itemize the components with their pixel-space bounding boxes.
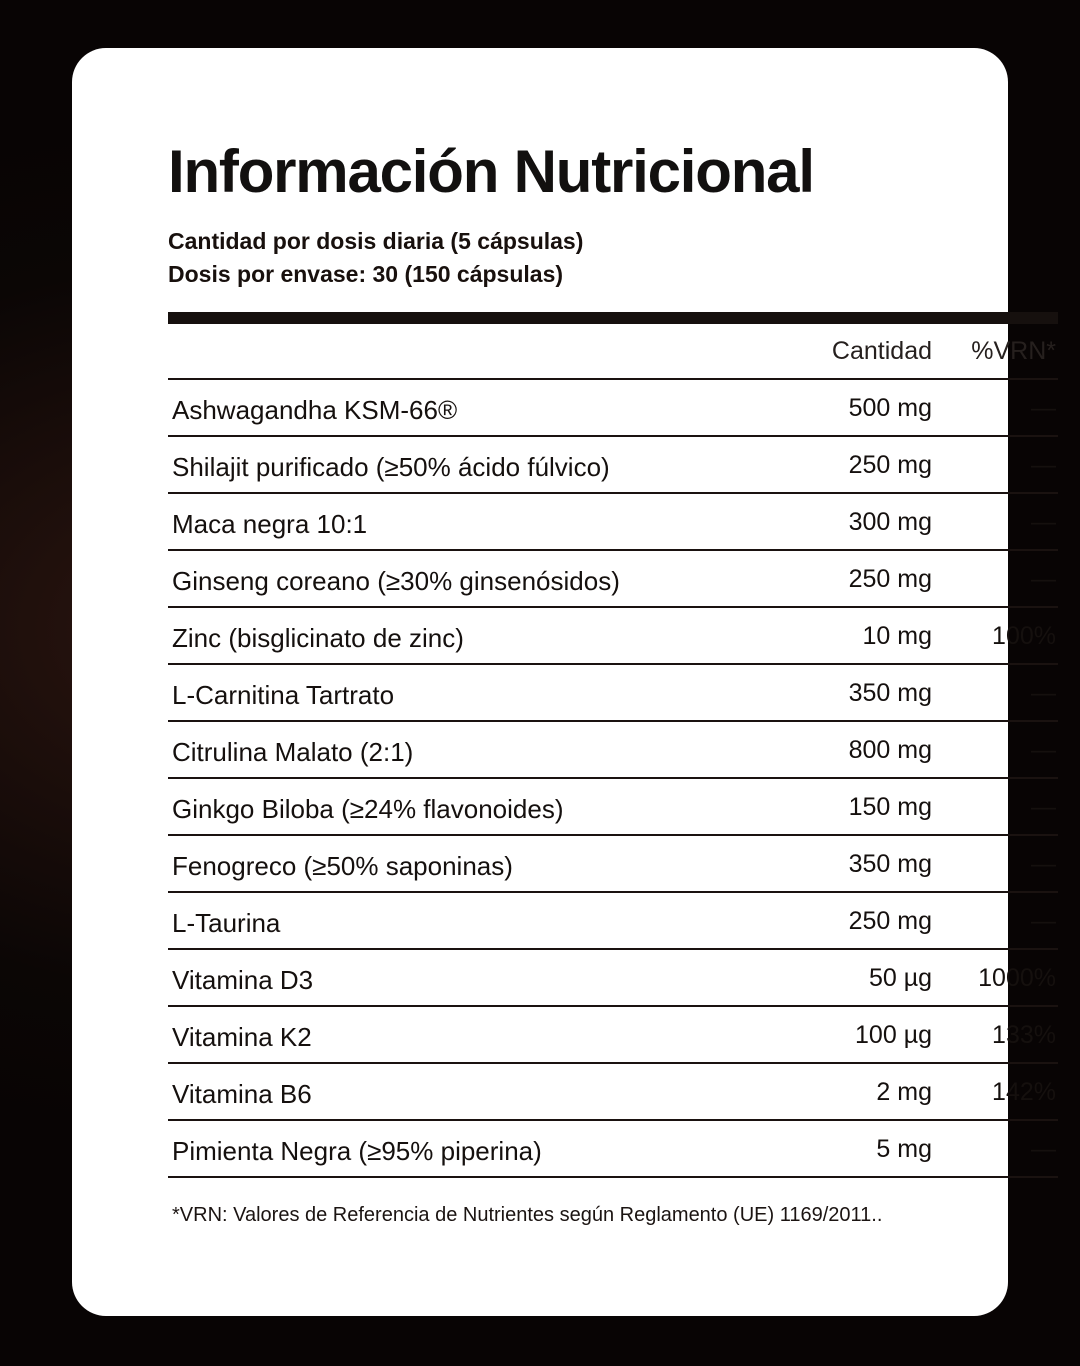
table-row <box>168 779 1058 836</box>
ingredient-name: Shilajit purificado (≥50% ácido fúlvico) <box>172 452 610 483</box>
ingredient-amount: 10 mg <box>862 622 932 651</box>
ingredient-amount: 500 mg <box>848 394 932 423</box>
table-row <box>168 665 1058 722</box>
ingredient-vrn: 100% <box>992 622 1056 651</box>
ingredient-amount: 150 mg <box>848 793 932 822</box>
table-row <box>168 1007 1058 1064</box>
column-header-amount: Cantidad <box>831 337 932 366</box>
table-row <box>168 1064 1058 1121</box>
thick-divider <box>168 312 1058 324</box>
vrn-footnote: *VRN: Valores de Referencia de Nutrientes según Reglamento (UE) 1169/2011.. <box>172 1204 883 1227</box>
ingredient-name: Vitamina K2 <box>172 1022 312 1053</box>
ingredient-amount: 350 mg <box>848 679 932 708</box>
nutrition-table <box>168 332 1058 1178</box>
ingredient-amount: 350 mg <box>848 850 932 879</box>
ingredient-name: Fenogreco (≥50% saponinas) <box>172 851 513 882</box>
label-content <box>168 140 1056 1227</box>
ingredient-vrn: — <box>1031 508 1056 537</box>
ingredient-name: Vitamina D3 <box>172 965 314 996</box>
table-row <box>168 950 1058 1007</box>
servings-per-container-line: Dosis por envase: 30 (150 cápsulas) <box>168 260 564 287</box>
ingredient-name: Maca negra 10:1 <box>172 509 368 540</box>
table-row <box>168 722 1058 779</box>
ingredient-name: Zinc (bisglicinato de zinc) <box>172 623 464 654</box>
ingredient-vrn: 133% <box>992 1021 1056 1050</box>
ingredient-name: Pimienta Negra (≥95% piperina) <box>172 1136 542 1167</box>
ingredient-vrn: — <box>1031 679 1056 708</box>
ingredient-amount: 100 µg <box>855 1021 932 1050</box>
ingredient-vrn: — <box>1031 1135 1056 1164</box>
ingredient-vrn: 142% <box>992 1078 1056 1107</box>
ingredient-vrn: — <box>1031 451 1056 480</box>
ingredient-name: Vitamina B6 <box>172 1079 312 1110</box>
ingredient-name: Ginkgo Biloba (≥24% flavonoides) <box>172 794 564 825</box>
column-header-vrn: %VRN* <box>971 337 1056 366</box>
ingredient-amount: 250 mg <box>848 451 932 480</box>
serving-size-line: Cantidad por dosis diaria (5 cápsulas) <box>168 228 584 254</box>
ingredient-vrn: 1000% <box>978 964 1056 993</box>
ingredient-name: Ginseng coreano (≥30% ginsenósidos) <box>172 566 620 597</box>
ingredient-vrn: — <box>1031 736 1056 765</box>
ingredient-vrn: — <box>1031 907 1056 936</box>
table-header-row <box>168 332 1058 380</box>
table-row <box>168 380 1058 437</box>
table-row <box>168 1121 1058 1178</box>
column-header-ingredient <box>168 366 780 374</box>
ingredient-amount: 5 mg <box>876 1135 932 1164</box>
ingredient-name: Citrulina Malato (2:1) <box>172 737 414 768</box>
ingredient-amount: 50 µg <box>868 964 932 993</box>
table-row <box>168 836 1058 893</box>
ingredient-amount: 300 mg <box>848 508 932 537</box>
table-row <box>168 608 1058 665</box>
ingredient-name: L-Taurina <box>172 908 281 939</box>
table-row <box>168 437 1058 494</box>
table-row <box>168 494 1058 551</box>
ingredient-amount: 2 mg <box>876 1078 932 1107</box>
ingredient-vrn: — <box>1031 850 1056 879</box>
ingredient-vrn: — <box>1031 394 1056 423</box>
nutrition-label-panel <box>72 48 1056 1316</box>
table-row <box>168 551 1058 608</box>
ingredient-amount: 800 mg <box>848 736 932 765</box>
ingredient-amount: 250 mg <box>848 907 932 936</box>
ingredient-name: L-Carnitina Tartrato <box>172 680 395 711</box>
ingredient-amount: 250 mg <box>848 565 932 594</box>
ingredient-name: Ashwagandha KSM-66® <box>172 395 458 426</box>
ingredient-vrn: — <box>1031 565 1056 594</box>
page-title: Información Nutricional <box>168 138 814 205</box>
table-row <box>168 893 1058 950</box>
ingredient-vrn: — <box>1031 793 1056 822</box>
